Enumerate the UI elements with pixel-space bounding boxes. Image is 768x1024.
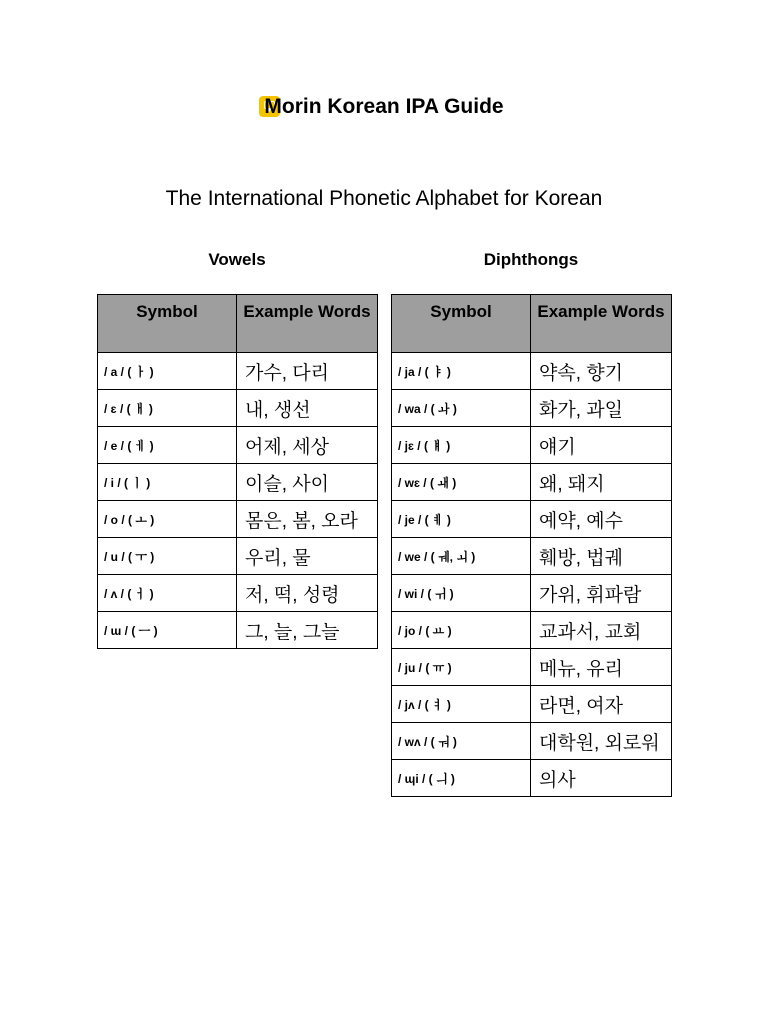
table-row (392, 353, 672, 390)
symbol-cell: / wʌ / ( ㅝ ) (392, 723, 531, 760)
table-row (392, 501, 672, 538)
example-cell: 얘기 (531, 427, 672, 464)
vowels-table (97, 294, 378, 649)
symbol-cell: / we / ( ㅞ, ㅚ ) (392, 538, 531, 575)
example-cell: 의사 (531, 760, 672, 797)
symbol-cell: / o / ( ㅗ ) (98, 501, 237, 538)
table-row (392, 612, 672, 649)
table-row (98, 353, 378, 390)
page-title (0, 93, 768, 121)
example-cell: 예약, 예수 (531, 501, 672, 538)
example-cell: 약속, 향기 (531, 353, 672, 390)
table-row (392, 575, 672, 612)
example-cell: 그, 늘, 그늘 (237, 612, 378, 649)
symbol-cell: / i / ( ㅣ ) (98, 464, 237, 501)
symbol-cell: / wi / ( ㅟ ) (392, 575, 531, 612)
example-cell: 메뉴, 유리 (531, 649, 672, 686)
example-cell: 라면, 여자 (531, 686, 672, 723)
example-cell: 우리, 물 (237, 538, 378, 575)
example-cell: 내, 생선 (237, 390, 378, 427)
symbol-cell: / je / ( ㅖ ) (392, 501, 531, 538)
table-row (392, 686, 672, 723)
table-row (392, 723, 672, 760)
table-row (98, 612, 378, 649)
table-row (392, 390, 672, 427)
diphthongs-heading: Diphthongs (483, 250, 579, 269)
example-cell: 교과서, 교회 (531, 612, 672, 649)
symbol-cell: / wɛ / ( ㅙ ) (392, 464, 531, 501)
table-row (98, 464, 378, 501)
table-row (392, 760, 672, 797)
symbol-cell: / jɛ / ( ㅒ ) (392, 427, 531, 464)
table-row (98, 575, 378, 612)
table-header-row (98, 295, 378, 353)
example-cell: 대학원, 외로워 (531, 723, 672, 760)
symbol-cell: / ɰi / ( ㅢ ) (392, 760, 531, 797)
example-cell: 어제, 세상 (237, 427, 378, 464)
column-header-symbol: Symbol (392, 295, 531, 353)
example-cell: 화가, 과일 (531, 390, 672, 427)
column-header-example: Example Words (237, 295, 378, 353)
example-cell: 훼방, 법궤 (531, 538, 672, 575)
column-header-symbol: Symbol (98, 295, 237, 353)
page-subtitle: The International Phonetic Alphabet for Korean (165, 187, 603, 210)
symbol-cell: / u / ( ㅜ ) (98, 538, 237, 575)
symbol-cell: / a / ( ㅏ ) (98, 353, 237, 390)
example-cell: 왜, 돼지 (531, 464, 672, 501)
column-header-example: Example Words (531, 295, 672, 353)
symbol-cell: / ʌ / ( ㅓ ) (98, 575, 237, 612)
diphthongs-table (391, 294, 672, 797)
example-cell: 이슬, 사이 (237, 464, 378, 501)
symbol-cell: / jʌ / ( ㅕ ) (392, 686, 531, 723)
example-cell: 가수, 다리 (237, 353, 378, 390)
table-row (98, 538, 378, 575)
table-row (392, 649, 672, 686)
example-cell: 저, 떡, 성령 (237, 575, 378, 612)
symbol-cell: / wa / ( ㅘ ) (392, 390, 531, 427)
symbol-cell: / ɯ / ( ㅡ ) (98, 612, 237, 649)
example-cell: 가위, 휘파람 (531, 575, 672, 612)
table-row (392, 464, 672, 501)
symbol-cell: / e / ( ㅔ ) (98, 427, 237, 464)
table-row (98, 501, 378, 538)
table-header-row (392, 295, 672, 353)
table-row (392, 427, 672, 464)
title-text: Morin Korean IPA Guide (264, 95, 504, 118)
table-row (98, 427, 378, 464)
table-row (98, 390, 378, 427)
example-cell: 몸은, 봄, 오라 (237, 501, 378, 538)
table-row (392, 538, 672, 575)
symbol-cell: / ja / ( ㅑ ) (392, 353, 531, 390)
vowels-heading: Vowels (208, 250, 266, 269)
symbol-cell: / ɛ / ( ㅐ ) (98, 390, 237, 427)
symbol-cell: / ju / ( ㅠ ) (392, 649, 531, 686)
symbol-cell: / jo / ( ㅛ ) (392, 612, 531, 649)
